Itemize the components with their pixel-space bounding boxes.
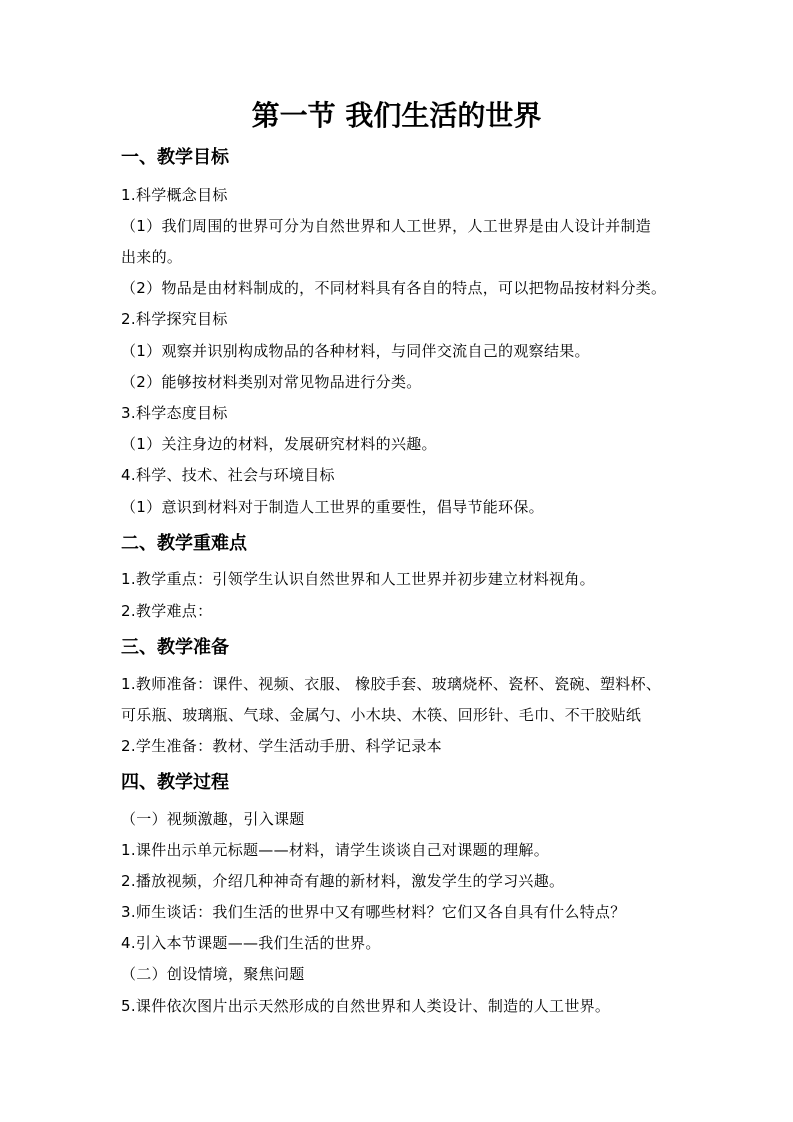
text-line: 2.播放视频，介绍几种神奇有趣的新材料，激发学生的学习兴趣。 [121,872,565,890]
section-heading-teaching-goals: 一、教学目标 [121,147,229,168]
text-line: 1.课件出示单元标题——材料，请学生谈谈自己对课题的理解。 [121,841,550,859]
text-line: （1）我们周围的世界可分为自然世界和人工世界，人工世界是由人设计并制造 [121,217,652,235]
text-line: （1）意识到材料对于制造人工世界的重要性，倡导节能环保。 [121,498,544,516]
text-line: （1）观察并识别构成物品的各种材料，与同伴交流自己的观察结果。 [121,342,590,360]
text-line: 5.课件依次图片出示天然形成的自然世界和人类设计、制造的人工世界。 [121,997,611,1015]
text-line: 1.教学重点：引领学生认识自然世界和人工世界并初步建立材料视角。 [121,570,595,588]
section-heading-preparation: 三、教学准备 [121,637,229,658]
text-line: （二）创设情境，聚焦问题 [121,965,305,983]
text-line: 3.师生谈话：我们生活的世界中又有哪些材料？它们又各自具有什么特点？ [121,903,626,921]
text-line: （2）能够按材料类别对常见物品进行分类。 [121,373,422,391]
text-line: （一）视频激趣，引入课题 [121,810,305,828]
text-line: 4.科学、技术、社会与环境目标 [121,466,335,484]
page-title: 第一节 我们生活的世界 [251,99,542,132]
section-heading-key-points: 二、教学重难点 [121,533,247,554]
text-line: 1.教师准备：课件、视频、衣服、 橡胶手套、玻璃烧杯、瓷杯、瓷碗、塑料杯、 [121,675,662,693]
text-line: （2）物品是由材料制成的，不同材料具有各自的特点，可以把物品按材料分类。 [121,279,667,297]
text-line: 可乐瓶、玻璃瓶、气球、金属勺、小木块、木筷、回形针、毛巾、不干胶贴纸 [121,706,642,724]
text-line: 出来的。 [121,248,183,266]
text-line: 3.科学态度目标 [121,404,228,422]
text-line: 1.科学概念目标 [121,186,228,204]
text-line: 2.科学探究目标 [121,310,228,328]
text-line: 2.教学难点： [121,602,213,620]
text-line: 4.引入本节课题——我们生活的世界。 [121,934,381,952]
section-heading-process: 四、教学过程 [121,772,229,793]
text-line: 2.学生准备：教材、学生活动手册、科学记录本 [121,737,442,755]
text-line: （1）关注身边的材料，发展研究材料的兴趣。 [121,435,437,453]
